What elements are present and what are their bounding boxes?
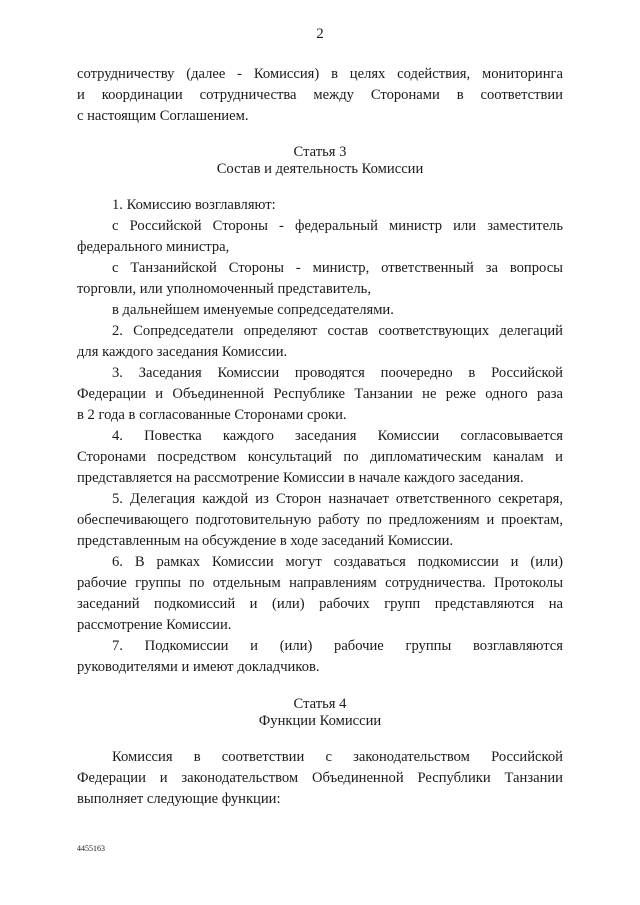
intro-line-1: сотрудничеству (далее - Комиссия) в целях содействия, мониторинга	[77, 66, 563, 82]
a4-line-3: выполняет следующие функции:	[77, 791, 281, 807]
a4-line-2: Федерации и законодательством Объединенной Республики Танзании	[77, 770, 563, 786]
intro-line-2: и координации сотрудничества между Сторонами в соответствии	[77, 87, 563, 103]
a3-line-9: 3. Заседания Комиссии проводятся поочередно в Российской	[112, 365, 563, 381]
footer-document-code: 4455163	[77, 844, 105, 853]
a3-line-2: с Российской Стороны - федеральный министр или заместитель	[112, 218, 563, 234]
a3-line-8: для каждого заседания Комиссии.	[77, 344, 288, 360]
a3-line-15: 5. Делегация каждой из Сторон назначает ответственного секретаря,	[112, 491, 563, 507]
page-number: 2	[316, 26, 324, 42]
a3-line-21: рассмотрение Комиссии.	[77, 617, 232, 633]
a3-line-6: в дальнейшем именуемые сопредседателями.	[112, 302, 394, 318]
article-3-heading: Статья 3	[293, 144, 347, 160]
a3-line-12: 4. Повестка каждого заседания Комиссии согласовывается	[112, 428, 563, 444]
a3-line-4: с Танзанийской Стороны - министр, ответственный за вопросы	[112, 260, 563, 276]
a3-line-22: 7. Подкомиссии и (или) рабочие группы возглавляются	[112, 638, 563, 654]
a3-line-19: рабочие группы по отдельным направлениям сотрудничества. Протоколы	[77, 575, 563, 591]
a3-line-14: представляется на рассмотрение Комиссии в начале каждого заседания.	[77, 470, 524, 486]
a3-line-18: 6. В рамках Комиссии могут создаваться подкомиссии и (или)	[112, 554, 563, 570]
a4-line-1: Комиссия в соответствии с законодательством Российской	[112, 749, 563, 765]
a3-line-17: представленным на обсуждение в ходе заседаний Комиссии.	[77, 533, 454, 549]
a3-line-10: Федерации и Объединенной Республике Танзании не реже одного раза	[77, 386, 563, 402]
a3-line-1: 1. Комиссию возглавляют:	[112, 197, 276, 213]
a3-line-3: федерального министра,	[77, 239, 230, 255]
a3-line-20: заседаний подкомиссий и (или) рабочих групп представляются на	[77, 596, 563, 612]
article-4-heading: Статья 4	[293, 696, 347, 712]
article-4-title: Функции Комиссии	[258, 713, 382, 729]
a3-line-7: 2. Сопредседатели определяют состав соответствующих делегаций	[112, 323, 563, 339]
intro-line-3: с настоящим Соглашением.	[77, 108, 249, 124]
a3-line-23: руководителями и имеют докладчиков.	[77, 659, 320, 675]
a3-line-13: Сторонами посредством консультаций по дипломатическим каналам и	[77, 449, 563, 465]
a3-line-5: торговли, или уполномоченный представитель,	[77, 281, 371, 297]
article-3-title: Состав и деятельность Комиссии	[216, 161, 424, 177]
a3-line-11: в 2 года в согласованные Сторонами сроки.	[77, 407, 347, 423]
a3-line-16: обеспечивающего подготовительную работу по предложениям и проектам,	[77, 512, 563, 528]
